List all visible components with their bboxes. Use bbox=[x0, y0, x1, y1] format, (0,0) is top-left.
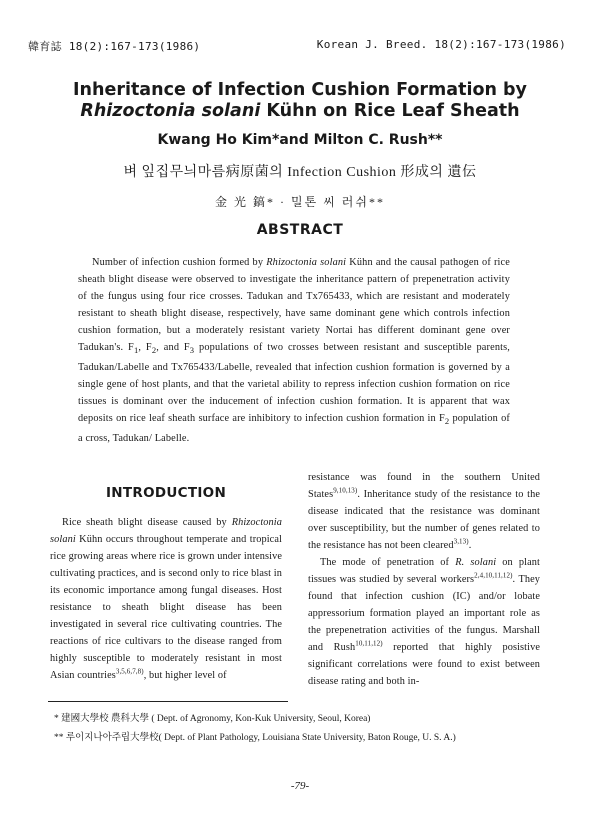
footnote-2: ** 루이지나아주립大學校( Dept. of Plant Pathology, Louisiana State University, Baton Rouge, U. S. A.) bbox=[54, 733, 456, 743]
intro-species-2: R. solani bbox=[455, 557, 497, 568]
abstract-species: Rhizoctonia solani bbox=[266, 257, 347, 268]
footnotes bbox=[54, 710, 574, 748]
running-header-right: Korean J. Breed. 18(2):167-173(1986) bbox=[316, 38, 566, 51]
intro-paragraph-1: Rice sheath blight disease caused by Rhizoctonia solani Kühn occurs throughout temperate and tropical rice growing areas where rice is grown under intensive cultivating practices, and is second only to rice blast in its economic importance among fungal diseases. Host resistance to sheath blight disease has been investigated in several rice cultivating countries. The reactions of rice cultivars to the disease ranged from highly susceptible to moderately resistant in most Asian countries$^{3,5,6,7,8)}$, but higher level of bbox=[50, 517, 282, 681]
korean-title: 벼 잎집무늬마름病原菌의 Infection Cushion 形成의 遺伝 bbox=[123, 165, 477, 180]
right-column-text bbox=[308, 469, 540, 690]
introduction-heading: INTRODUCTION bbox=[105, 485, 227, 501]
paper-title-line2 bbox=[0, 101, 600, 121]
author-names: Kwang Ho Kim*and Milton C. Rush** bbox=[157, 132, 443, 148]
left-column-text bbox=[50, 514, 282, 684]
running-header-left: 韓育誌 18(2):167-173(1986) bbox=[28, 40, 201, 53]
citation: 3,13) bbox=[453, 537, 469, 546]
intro-species: Rhizoctonia solani bbox=[50, 517, 282, 545]
abstract-heading: ABSTRACT bbox=[256, 222, 344, 238]
title-species: Rhizoctonia solani bbox=[80, 101, 261, 121]
abstract-body bbox=[78, 254, 510, 447]
citation: 2,4,10,11,12) bbox=[474, 571, 513, 580]
intro-paragraph-1-cont: resistance was found in the southern United States$^{9,10,13)}$. Inheritance study of the resistance to the disease indicated that the resistance was dominant over susceptibility, but the number of genes related to the resistance has not been cleared$^{3,13)}$. bbox=[308, 472, 540, 551]
footnote-1: * 建國大學校 農科大學 ( Dept. of Agronomy, Kon-Kuk University, Seoul, Korea) bbox=[54, 714, 371, 724]
citation: 10,11,12) bbox=[355, 639, 383, 648]
title-rest: Kühn on Rice Leaf Sheath bbox=[260, 101, 520, 121]
page-number: -79- bbox=[290, 780, 310, 792]
footnote-divider bbox=[48, 701, 288, 702]
citation: 9,10,13) bbox=[333, 486, 358, 495]
abstract-paragraph: Number of infection cushion formed by Rhizoctonia solani Kühn and the causal pathogen of rice sheath blight disease were observed to investigate the inheritance pattern of prepenetration activity of the fungus using four rice crosses. Tadukan and Tx765433, which are resistant and moderately resistant to sheath blight disease, respectively, have same dominant gene which controls infection cushion formation, but a moderately resistant variety Nortai has different dominant gene over Tadukan's. $F_1$, $F_2$, and $F_3$ populations of two crosses between resistant and susceptible parents, Tadukan/Labelle and Tx765433/Labelle, revealed that infection cushion formation is governed by a single gene of host plants, and that the varietal ability to repress infection cushion formation on rice tissues is dominant over the inducement of infection cushion formation. It is apparent that wax deposits on rice leaf sheath surface are inhibitory to infection cushion formation in $F_2$ population of a cross, Tadukan/ Labelle. bbox=[78, 257, 511, 445]
intro-paragraph-2: The mode of penetration of R. solani on plant tissues was studied by several workers$^{2,4,10,11,12)}$. They found that infection cushion (IC) and/or lobate appressorium formation played an important role as the prepenetration activities of the fungus. Marshall and Rush$^{10,11,12)}$ reported that highly posistive significant correlations were found to exist between disease rating and both in- bbox=[308, 557, 540, 687]
korean-author-names: 金 光 鎬* · 밀톤 씨 러쉬** bbox=[215, 195, 385, 209]
paper-title-line1: Inheritance of Infection Cushion Formation by bbox=[73, 80, 527, 100]
citation: 3,5,6,7,8) bbox=[115, 667, 144, 676]
